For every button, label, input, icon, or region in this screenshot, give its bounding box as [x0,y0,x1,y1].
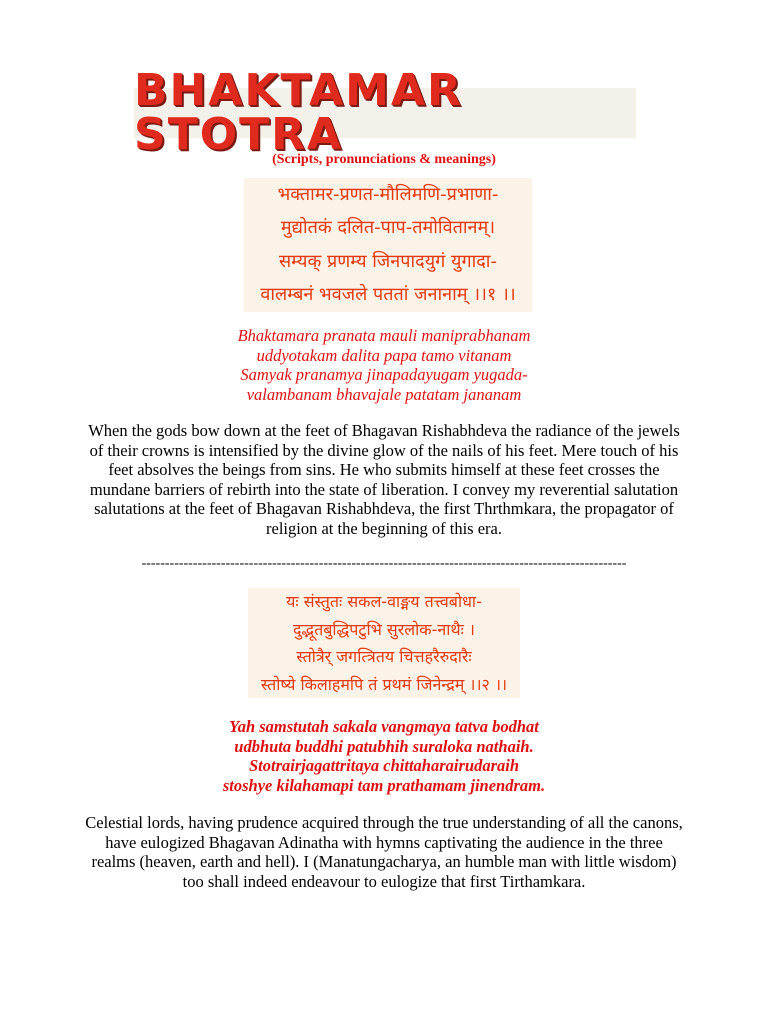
sanskrit-line: सम्यक् प्रणम्य जिनपादयुगं युगादा- [279,250,497,272]
sanskrit-line: स्तोष्ये किलाहमपि तं प्रथमं जिनेन्द्रम् ।।२ ।। [260,674,508,694]
transliteration-verse-2 [0,717,768,795]
transliteration-line: Stotrairjagattritaya chittaharairudaraih [248,756,520,775]
sanskrit-verse-2-image [248,588,520,698]
page-subtitle: (Scripts, pronunciations & meanings) [272,152,496,167]
transliteration-line: valambanam bhavajale patatam jananam [246,384,522,404]
sanskrit-line: स्तोत्रैर् जगत्त्रितय चित्तहरैरुदारैः [296,647,472,667]
sanskrit-line: भक्तामर-प्रणत-मौलिमणि-प्रभाणा- [277,183,499,205]
section-separator: -------------------------------------------------------------------------------------------------------- [141,556,627,571]
transliteration-line: Bhaktamara pranata mauli maniprabhanam [237,326,531,345]
sanskrit-line: वालम्बनं भवजले पततां जनानाम् ।।१ ।। [260,284,516,306]
meaning-verse-2: Celestial lords, having prudence acquired through the true understanding of all the canons, have eulogized Bhagavan Adinatha with hymns captivating the audience in the three realms (heaven, earth and hell). I (Manatungacharya, an humble man with little wisdom) too shall indeed endeavour to eulogize that first Tirthamkara. [85,813,683,891]
transliteration-line: uddyotakam dalita papa tamo vitanam [256,345,512,365]
transliteration-line: Yah samstutah sakala vangmaya tatva bodhat [229,717,539,736]
transliteration-line: Samyak pranamya jinapadayugam yugada- [240,365,528,384]
transliteration-verse-1 [0,326,768,404]
sanskrit-line: दुद्भूतबुद्धिपटुभि सुरलोक-नाथैः । [293,619,475,639]
sanskrit-line: यः संस्तुतः सकल-वाङ्मय तत्त्वबोधा- [286,592,482,612]
page-title: BHAKTAMAR STOTRA [134,65,463,160]
transliteration-line: stoshye kilahamapi tam prathamam jinendram. [222,775,546,795]
sanskrit-line: मुद्योतकं दलित-पाप-तमोवितानम्। [280,217,496,239]
meaning-verse-1: When the gods bow down at the feet of Bhagavan Rishabhdeva the radiance of the jewels of their crowns is intensified by the divine glow of the nails of his feet. Mere touch of his feet absolves the beings from sins. He who submits himself at these feet crosses the mundane barriers of rebirth into the state of liberation. I convey my reverential salutation salutations at the feet of Bhagavan Rishabhdeva, the first Thrthmkara, the propagator of religion at the beginning of this era. [88,421,680,538]
sanskrit-verse-1-image [244,178,532,312]
transliteration-line: udbhuta buddhi patubhih suraloka nathaih. [234,736,534,756]
